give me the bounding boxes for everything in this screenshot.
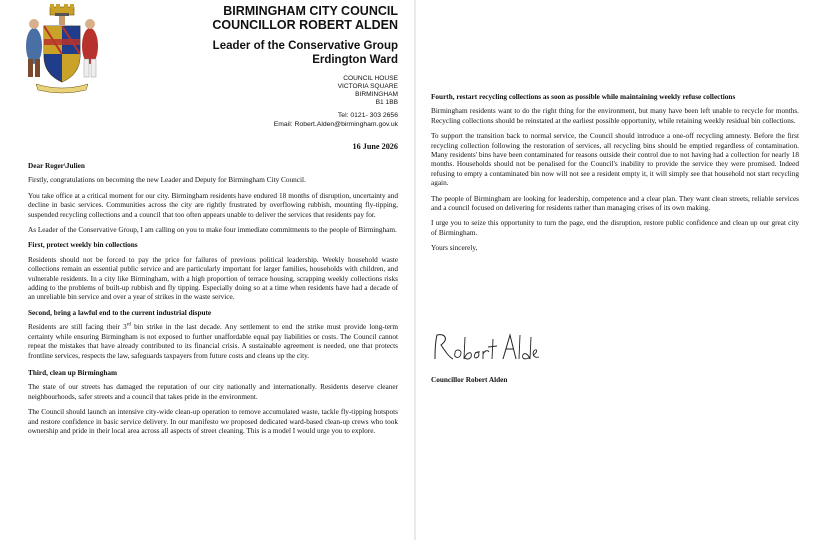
letter-page-1 <box>0 0 414 540</box>
city-crest-logo <box>22 4 102 94</box>
letter-body-page-1 <box>28 162 398 442</box>
closing: Yours sincerely, <box>431 244 478 253</box>
paragraph-text: Residents are still facing their 3 <box>28 323 127 332</box>
section-heading: Fourth, restart recycling collections as soon as possible while maintaining weekly refuse collections <box>431 93 736 101</box>
group-role: Leader of the Conservative Group <box>212 40 398 52</box>
section-heading: Third, clean up Birmingham <box>28 368 118 377</box>
letter-body-page-2 <box>431 93 799 260</box>
paragraph: To support the transition back to normal service, the Council should introduce a one-off recycling amnesty. Before the first recycling collection following the restoration of services, all recycling bins should be emptied regardless of contamination. Many residents' bins have been contaminated for reasons outside their control due to not having had a collection for nearly 18 months. Households should not be penalised for the Council's inability to provide the service they were promised. Indeed refusing to empty a contaminated bin now will not see a resident empty it, it will simply see that household not start recycling again. <box>431 132 799 188</box>
paragraph-text: bin strike in the last decade. Any settlement to end the strike must provide long-term certainty while ensuring Birmingham is not exposed to further unaffordable equal pay liabilities or costs. The Council cannot repeat the mistakes that have already contributed to its financial crisis. A sustainable agreement is needed, one that protects frontline services, respects the law, safeguards taxpayers from future costs and cleans up the city. <box>28 323 398 360</box>
telephone: Tel: 0121- 303 2656 <box>337 112 398 119</box>
address-line: BIRMINGHAM <box>355 91 398 99</box>
address-line: B1 1BB <box>375 99 398 107</box>
paragraph: I urge you to seize this opportunity to turn the page, end the disruption, restore public confidence and clean up our great city of Birmingham. <box>431 219 799 237</box>
email-address: Email: Robert.Alden@birmingham.gov.uk <box>273 120 398 128</box>
councillor-name-header: COUNCILLOR ROBERT ALDEN <box>212 18 398 32</box>
paragraph: As Leader of the Conservative Group, I am calling on you to make four immediate commitments to the people of Birmingham. <box>28 226 397 235</box>
paragraph: Residents should not be forced to pay the price for failures of previous political leadership. Weekly household waste collections remain an essential public service and are particularly important for larger families, households with children, and vulnerable residents. In a city like Birmingham, with a high proportion of terrace housing, scrapping weekly collections risks adding to the problems of built-up rubbish and fly tipping. Especially doing so at a time when residents have had a decade of an unreliable bin service and over a year of strikes in the waste service. <box>28 255 398 302</box>
ward-name: Erdington Ward <box>312 54 398 66</box>
paragraph: Firstly, congratulations on becoming the new Leader and Deputy for Birmingham City Council. <box>28 176 306 185</box>
contact-details <box>274 112 398 129</box>
signoff-name: Councillor Robert Alden <box>431 376 508 384</box>
address-line: COUNCIL HOUSE <box>343 75 398 82</box>
postal-address <box>338 75 398 107</box>
paragraph: You take office at a critical moment for our city. Birmingham residents have endured 18 months of disruption, uncertainty and decline in basic services. Communities across the city are rightly frustrated by overflowing rubbish, mounting fly-tipping, suspended recycling collections and a council that too often appears unable to deliver the services that residents pay for. <box>28 191 398 219</box>
paragraph: Birmingham residents want to do the right thing for the environment, but many have been left unable to recycle for months. Recycling collections should be reinstated at the earliest possible opportunity, while retaining weekly residual bin collections. <box>431 107 799 125</box>
section-heading: Second, bring a lawful end to the current industrial dispute <box>28 308 212 317</box>
letter-page-2 <box>416 0 830 540</box>
salutation: Dear Roger\Julien <box>28 162 85 170</box>
address-line: VICTORIA SQUARE <box>337 83 398 91</box>
section-heading: First, protect weekly bin collections <box>28 241 138 250</box>
handwritten-signature <box>431 329 541 369</box>
paragraph: The state of our streets has damaged the reputation of our city nationally and internationally. Residents deserve cleaner neighbourhoods, safer streets and a council that takes pride in the environment. <box>28 383 398 401</box>
council-name: BIRMINGHAM CITY COUNCIL <box>223 4 398 18</box>
paragraph <box>28 323 398 361</box>
letter-date: 16 June 2026 <box>352 142 398 151</box>
paragraph: The Council should launch an intensive city-wide clean-up operation to remove accumulated waste, tackle fly-tipping hotspots and restore confidence in basic service delivery. In our manifesto we proposed dedicated ward-based clean-up crews who took ownership and pride in their local area across all aspects of street cleaning. This is a model I would urge you to explore. <box>28 408 398 435</box>
paragraph: The people of Birmingham are looking for leadership, competence and a clear plan. They want clean streets, reliable services and a council focused on delivering for residents rather than managing crises of its own making. <box>431 194 799 213</box>
superscript: rd <box>126 322 131 328</box>
